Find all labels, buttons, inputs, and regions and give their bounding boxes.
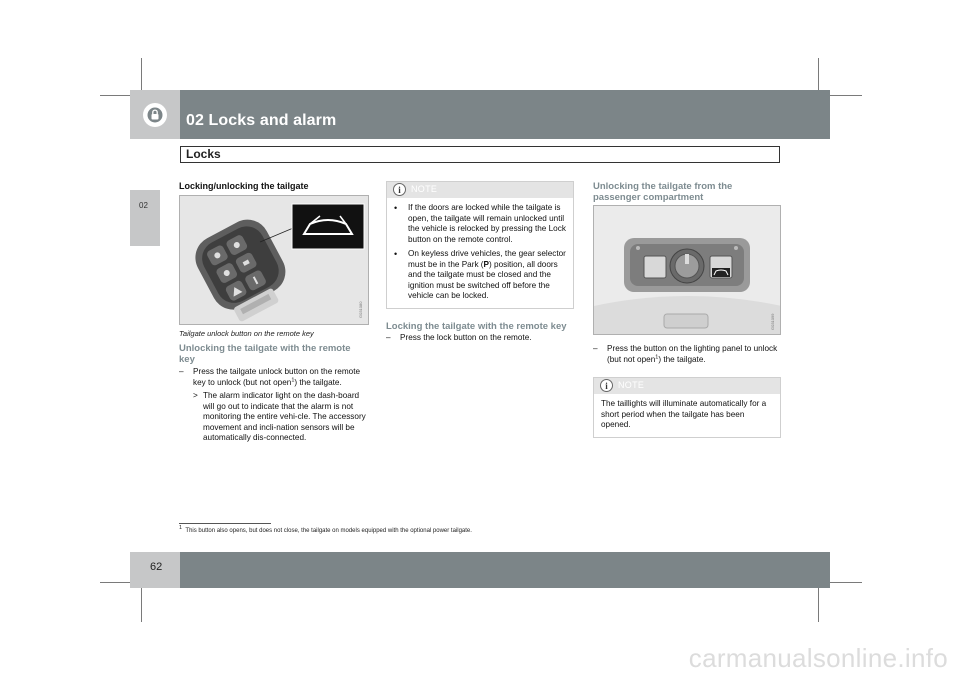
column-middle	[386, 181, 574, 343]
step-text: Press the tailgate unlock button on the remote key to unlock (but not open$^1$) the tailgate.	[193, 367, 361, 387]
note-header	[387, 182, 573, 198]
note-title: NOTE	[411, 184, 438, 194]
note-body: The taillights will illuminate automatically for a short period when the tailgate has been opened.	[601, 399, 767, 429]
footnote	[179, 525, 472, 534]
remote-key-illustration	[180, 196, 369, 325]
side-tab	[130, 190, 160, 246]
result-text: The alarm indicator light on the dash-board will go out to indicate that the alarm is not monitoring the entire vehi-cle. The accessory movement and incli-nation sensors will be automatically dis-connected.	[203, 391, 366, 442]
footnote-ref[interactable]: 1	[291, 376, 295, 383]
bullet-dot: •	[394, 249, 398, 259]
result-arrow: >	[193, 391, 198, 400]
step-text: Press the button on the lighting panel to unlock (but not open$^1$) the tailgate.	[607, 344, 778, 364]
crop-mark	[818, 582, 819, 622]
passenger-unlock-heading: Unlocking the tailgate from the passenger compartment	[593, 181, 733, 203]
lighting-panel-figure	[593, 205, 781, 335]
note-box	[593, 377, 781, 438]
section-bar	[180, 146, 780, 163]
info-icon: i	[393, 183, 406, 196]
section-title: Locks	[186, 147, 221, 161]
lock-remote-heading: Locking the tailgate with the remote key	[386, 320, 567, 332]
figure-code: G031099	[770, 313, 775, 330]
step-dash: –	[179, 367, 184, 376]
side-tab-label: 02	[139, 201, 148, 210]
unlock-remote-heading: Unlocking the tailgate with the remote key	[179, 343, 351, 365]
footnote-rule	[179, 523, 271, 524]
result-item	[193, 391, 369, 444]
footnote-number: 1	[179, 525, 183, 531]
note-title: NOTE	[618, 380, 645, 390]
crop-mark	[141, 582, 142, 622]
lock-icon	[143, 103, 167, 127]
column-right	[593, 181, 781, 438]
figure-caption: Tailgate unlock button on the remote key	[179, 329, 314, 338]
info-icon: i	[600, 379, 613, 392]
note-header	[594, 378, 780, 394]
bullet-text: On keyless drive vehicles, the gear selector must be in the Park (P) position, all doors and the tailgate must be closed and the ignition must be switched off before the vehicle can be locked.	[408, 249, 566, 300]
footer-band	[180, 552, 830, 588]
note-bullet	[394, 249, 566, 302]
bullet-dot: •	[394, 203, 398, 213]
step-item	[179, 367, 369, 388]
note-box	[386, 181, 574, 309]
step-text: Press the lock button on the remote.	[400, 332, 532, 342]
note-bullet	[394, 203, 566, 245]
figure-code: G031080	[358, 301, 363, 318]
lighting-panel-illustration	[594, 206, 781, 335]
step-item	[593, 344, 781, 365]
footnote-ref[interactable]: 1	[655, 353, 659, 360]
remote-key-figure	[179, 195, 369, 325]
watermark: carmanualsonline.info	[688, 643, 948, 673]
footnote-text: This button also opens, but does not close, the tailgate on models equipped with the optional power tailgate.	[185, 528, 472, 534]
note-body	[387, 198, 573, 308]
chapter-title: 02 Locks and alarm	[186, 112, 337, 129]
step-dash: –	[386, 332, 391, 342]
tailgate-heading: Locking/unlocking the tailgate	[179, 181, 309, 191]
step-item	[386, 333, 574, 344]
column-left	[179, 181, 369, 444]
step-dash: –	[593, 344, 598, 353]
bullet-text: If the doors are locked while the tailgate is open, the tailgate will remain unlocked until the vehicle is relocked by pressing the Lock button on the remote control.	[408, 203, 566, 244]
page-number: 62	[150, 561, 163, 573]
